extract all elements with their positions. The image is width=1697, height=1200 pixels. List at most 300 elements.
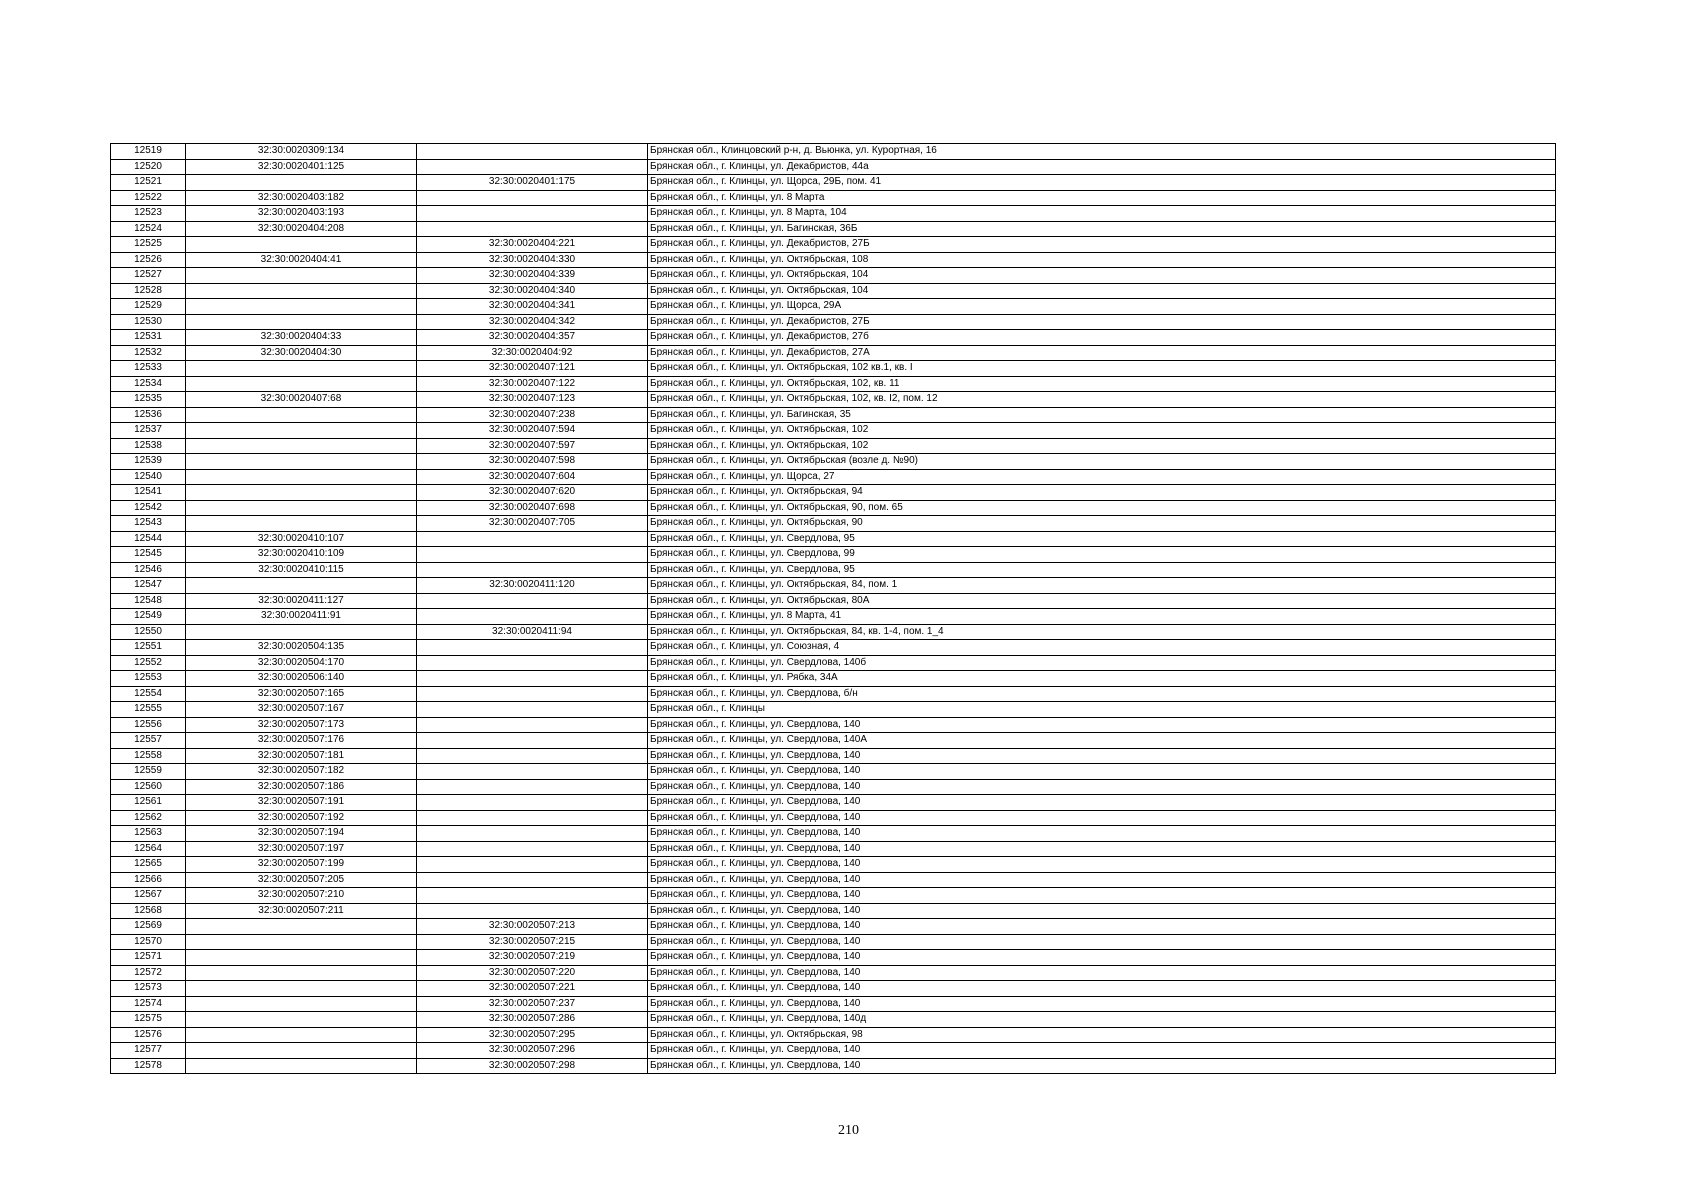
address-cell: Брянская обл., г. Клинцы, ул. Свердлова, 140 [648,950,1556,966]
building-cadastral-number-cell [417,857,648,873]
row-number-cell: 12532 [111,345,186,361]
cadastral-number-cell: 32:30:0020507:165 [186,686,417,702]
cadastral-number-cell: 32:30:0020403:193 [186,206,417,222]
table-row [111,516,1556,532]
building-cadastral-number-cell [417,810,648,826]
page-number: 210 [838,1123,859,1138]
cadastral-number-cell: 32:30:0020401:125 [186,159,417,175]
address-cell: Брянская обл., г. Клинцы, ул. Свердлова, 140 [648,779,1556,795]
building-cadastral-number-cell: 32:30:0020507:215 [417,934,648,950]
address-cell: Брянская обл., г. Клинцы, ул. Октябрьская, 90 [648,516,1556,532]
address-cell: Брянская обл., г. Клинцы, ул. Октябрьская, 94 [648,485,1556,501]
row-number-cell: 12535 [111,392,186,408]
cadastral-number-cell: 32:30:0020411:127 [186,593,417,609]
table-row [111,717,1556,733]
building-cadastral-number-cell: 32:30:0020411:120 [417,578,648,594]
address-cell: Брянская обл., г. Клинцы, ул. Свердлова, 140 [648,1058,1556,1074]
building-cadastral-number-cell: 32:30:0020404:221 [417,237,648,253]
cadastral-number-cell [186,965,417,981]
table-row [111,671,1556,687]
address-cell: Брянская обл., г. Клинцы, ул. Багинская, 36Б [648,221,1556,237]
row-number-cell: 12540 [111,469,186,485]
row-number-cell: 12536 [111,407,186,423]
building-cadastral-number-cell: 32:30:0020507:296 [417,1043,648,1059]
table-row [111,299,1556,315]
building-cadastral-number-cell [417,531,648,547]
row-number-cell: 12523 [111,206,186,222]
table-row [111,810,1556,826]
table-row [111,795,1556,811]
cadastral-number-cell: 32:30:0020309:134 [186,144,417,160]
table-row [111,1043,1556,1059]
cadastral-number-cell: 32:30:0020507:194 [186,826,417,842]
cadastral-number-cell: 32:30:0020507:210 [186,888,417,904]
cadastral-number-cell [186,485,417,501]
row-number-cell: 12562 [111,810,186,826]
address-cell: Брянская обл., г. Клинцы, ул. Свердлова, 140 [648,826,1556,842]
cadastral-number-cell [186,283,417,299]
table-row [111,159,1556,175]
row-number-cell: 12522 [111,190,186,206]
table-row [111,764,1556,780]
address-cell: Брянская обл., г. Клинцы, ул. Октябрьская, 90, пом. 65 [648,500,1556,516]
cadastral-number-cell: 32:30:0020507:211 [186,903,417,919]
row-number-cell: 12534 [111,376,186,392]
table-row [111,423,1556,439]
building-cadastral-number-cell: 32:30:0020407:122 [417,376,648,392]
address-cell: Брянская обл., г. Клинцы, ул. Щорса, 27 [648,469,1556,485]
cadastral-number-cell: 32:30:0020507:182 [186,764,417,780]
table-row [111,903,1556,919]
row-number-cell: 12573 [111,981,186,997]
cadastral-number-cell [186,950,417,966]
row-number-cell: 12563 [111,826,186,842]
building-cadastral-number-cell [417,779,648,795]
building-cadastral-number-cell [417,841,648,857]
table-row [111,981,1556,997]
row-number-cell: 12545 [111,547,186,563]
cadastral-number-cell [186,500,417,516]
building-cadastral-number-cell: 32:30:0020407:598 [417,454,648,470]
building-cadastral-number-cell: 32:30:0020507:298 [417,1058,648,1074]
address-cell: Брянская обл., г. Клинцы, ул. Свердлова, 140б [648,655,1556,671]
address-cell: Брянская обл., г. Клинцы, ул. Октябрьская (возле д. №90) [648,454,1556,470]
address-cell: Брянская обл., г. Клинцы [648,702,1556,718]
row-number-cell: 12574 [111,996,186,1012]
row-number-cell: 12547 [111,578,186,594]
address-cell: Брянская обл., г. Клинцы, ул. Свердлова, 140 [648,919,1556,935]
building-cadastral-number-cell [417,872,648,888]
cadastral-number-cell [186,268,417,284]
address-cell: Брянская обл., г. Клинцы, ул. Щорса, 29Б, пом. 41 [648,175,1556,191]
cadastral-number-cell [186,175,417,191]
row-number-cell: 12541 [111,485,186,501]
building-cadastral-number-cell [417,159,648,175]
address-cell: Брянская обл., г. Клинцы, ул. Свердлова, 140 [648,996,1556,1012]
table-row [111,872,1556,888]
building-cadastral-number-cell [417,903,648,919]
cadastral-number-cell: 32:30:0020407:68 [186,392,417,408]
row-number-cell: 12530 [111,314,186,330]
address-cell: Брянская обл., г. Клинцы, ул. Свердлова, 140 [648,934,1556,950]
row-number-cell: 12527 [111,268,186,284]
address-cell: Брянская обл., г. Клинцы, ул. Свердлова, 99 [648,547,1556,563]
table-row [111,268,1556,284]
building-cadastral-number-cell [417,655,648,671]
address-cell: Брянская обл., г. Клинцы, ул. Октябрьская, 84, кв. 1-4, пом. 1_4 [648,624,1556,640]
address-cell: Брянская обл., г. Клинцы, ул. Союзная, 4 [648,640,1556,656]
row-number-cell: 12528 [111,283,186,299]
cadastral-number-cell: 32:30:0020504:135 [186,640,417,656]
address-cell: Брянская обл., г. Клинцы, ул. Декабристов, 27Б [648,314,1556,330]
table-row [111,345,1556,361]
row-number-cell: 12546 [111,562,186,578]
cadastral-number-cell [186,516,417,532]
building-cadastral-number-cell [417,640,648,656]
address-cell: Брянская обл., г. Клинцы, ул. Декабристов, 44а [648,159,1556,175]
address-cell: Брянская обл., г. Клинцы, ул. Рябка, 34А [648,671,1556,687]
table-row [111,1012,1556,1028]
building-cadastral-number-cell [417,826,648,842]
address-cell: Брянская обл., г. Клинцы, ул. Свердлова, 140 [648,965,1556,981]
row-number-cell: 12559 [111,764,186,780]
cadastral-number-cell: 32:30:0020506:140 [186,671,417,687]
address-cell: Брянская обл., г. Клинцы, ул. Багинская, 35 [648,407,1556,423]
cadastral-number-cell: 32:30:0020403:182 [186,190,417,206]
table-row [111,407,1556,423]
row-number-cell: 12542 [111,500,186,516]
cadastral-number-cell: 32:30:0020404:33 [186,330,417,346]
table-row [111,748,1556,764]
cadastral-number-cell: 32:30:0020410:109 [186,547,417,563]
table-row [111,609,1556,625]
table-row [111,640,1556,656]
cadastral-number-cell [186,1012,417,1028]
address-cell: Брянская обл., г. Клинцы, ул. Свердлова, 140 [648,764,1556,780]
address-cell: Брянская обл., г. Клинцы, ул. Декабристов, 27Б [648,237,1556,253]
address-cell: Брянская обл., г. Клинцы, ул. Октябрьская, 104 [648,268,1556,284]
address-cell: Брянская обл., г. Клинцы, ул. Свердлова, 140 [648,795,1556,811]
building-cadastral-number-cell: 32:30:0020401:175 [417,175,648,191]
row-number-cell: 12548 [111,593,186,609]
row-number-cell: 12577 [111,1043,186,1059]
building-cadastral-number-cell: 32:30:0020507:286 [417,1012,648,1028]
address-cell: Брянская обл., г. Клинцы, ул. Свердлова, 140 [648,888,1556,904]
table-row [111,314,1556,330]
table-row [111,779,1556,795]
cadastral-number-cell [186,469,417,485]
cadastral-number-cell: 32:30:0020507:192 [186,810,417,826]
building-cadastral-number-cell: 32:30:0020507:237 [417,996,648,1012]
row-number-cell: 12531 [111,330,186,346]
table-row [111,485,1556,501]
table-row [111,469,1556,485]
table-row [111,888,1556,904]
address-cell: Брянская обл., г. Клинцы, ул. Свердлова, 140 [648,841,1556,857]
table-row [111,934,1556,950]
row-number-cell: 12557 [111,733,186,749]
cadastral-number-cell: 32:30:0020507:181 [186,748,417,764]
row-number-cell: 12539 [111,454,186,470]
building-cadastral-number-cell: 32:30:0020404:341 [417,299,648,315]
row-number-cell: 12551 [111,640,186,656]
building-cadastral-number-cell: 32:30:0020404:342 [417,314,648,330]
building-cadastral-number-cell [417,144,648,160]
cadastral-number-cell [186,1043,417,1059]
building-cadastral-number-cell: 32:30:0020404:330 [417,252,648,268]
row-number-cell: 12555 [111,702,186,718]
row-number-cell: 12571 [111,950,186,966]
address-cell: Брянская обл., г. Клинцы, ул. Декабристов, 27А [648,345,1556,361]
cadastral-number-cell: 32:30:0020507:176 [186,733,417,749]
cadastral-number-cell: 32:30:0020507:186 [186,779,417,795]
address-cell: Брянская обл., г. Клинцы, ул. Свердлова, 140 [648,872,1556,888]
building-cadastral-number-cell: 32:30:0020407:604 [417,469,648,485]
table-row [111,996,1556,1012]
building-cadastral-number-cell [417,748,648,764]
building-cadastral-number-cell: 32:30:0020407:597 [417,438,648,454]
cadastral-number-cell: 32:30:0020411:91 [186,609,417,625]
table-row [111,1058,1556,1074]
building-cadastral-number-cell [417,593,648,609]
row-number-cell: 12520 [111,159,186,175]
row-number-cell: 12570 [111,934,186,950]
table-row [111,237,1556,253]
building-cadastral-number-cell [417,717,648,733]
row-number-cell: 12578 [111,1058,186,1074]
table-row [111,500,1556,516]
row-number-cell: 12567 [111,888,186,904]
table-row [111,392,1556,408]
building-cadastral-number-cell [417,733,648,749]
address-cell: Брянская обл., г. Клинцы, ул. Свердлова, 140 [648,1043,1556,1059]
row-number-cell: 12524 [111,221,186,237]
row-number-cell: 12564 [111,841,186,857]
building-cadastral-number-cell: 32:30:0020404:340 [417,283,648,299]
cadastral-number-cell [186,454,417,470]
address-cell: Брянская обл., г. Клинцы, ул. Октябрьская, 102, кв. 11 [648,376,1556,392]
building-cadastral-number-cell [417,795,648,811]
row-number-cell: 12552 [111,655,186,671]
cadastral-number-cell [186,361,417,377]
row-number-cell: 12553 [111,671,186,687]
cadastral-number-cell [186,624,417,640]
building-cadastral-number-cell: 32:30:0020407:121 [417,361,648,377]
cadastral-number-cell [186,996,417,1012]
cadastral-table [110,143,1556,1074]
table-row [111,252,1556,268]
row-number-cell: 12560 [111,779,186,795]
table-row [111,547,1556,563]
table-row [111,190,1556,206]
table-row [111,857,1556,873]
table-row [111,593,1556,609]
cadastral-number-cell: 32:30:0020404:208 [186,221,417,237]
building-cadastral-number-cell: 32:30:0020507:219 [417,950,648,966]
address-cell: Брянская обл., г. Клинцы, ул. 8 Марта, 41 [648,609,1556,625]
cadastral-number-cell [186,314,417,330]
row-number-cell: 12569 [111,919,186,935]
cadastral-number-cell: 32:30:0020507:197 [186,841,417,857]
row-number-cell: 12519 [111,144,186,160]
address-cell: Брянская обл., Клинцовский р-н, д. Вьюнка, ул. Курортная, 16 [648,144,1556,160]
table-row [111,376,1556,392]
cadastral-number-cell: 32:30:0020410:107 [186,531,417,547]
cadastral-number-cell [186,299,417,315]
row-number-cell: 12565 [111,857,186,873]
cadastral-number-cell [186,376,417,392]
address-cell: Брянская обл., г. Клинцы, ул. Свердлова, 140 [648,903,1556,919]
table-row [111,175,1556,191]
address-cell: Брянская обл., г. Клинцы, ул. Свердлова, 140А [648,733,1556,749]
table-row [111,686,1556,702]
building-cadastral-number-cell: 32:30:0020404:357 [417,330,648,346]
table-row [111,919,1556,935]
table-row [111,655,1556,671]
building-cadastral-number-cell: 32:30:0020407:594 [417,423,648,439]
row-number-cell: 12533 [111,361,186,377]
row-number-cell: 12543 [111,516,186,532]
address-cell: Брянская обл., г. Клинцы, ул. Октябрьская, 102, кв. I2, пом. 12 [648,392,1556,408]
building-cadastral-number-cell: 32:30:0020407:698 [417,500,648,516]
address-cell: Брянская обл., г. Клинцы, ул. Свердлова, 95 [648,562,1556,578]
address-cell: Брянская обл., г. Клинцы, ул. Щорса, 29А [648,299,1556,315]
table-row [111,221,1556,237]
building-cadastral-number-cell [417,888,648,904]
address-cell: Брянская обл., г. Клинцы, ул. Свердлова, 140д [648,1012,1556,1028]
table-row [111,578,1556,594]
cadastral-number-cell [186,1027,417,1043]
address-cell: Брянская обл., г. Клинцы, ул. Свердлова, 95 [648,531,1556,547]
building-cadastral-number-cell [417,764,648,780]
cadastral-number-cell: 32:30:0020410:115 [186,562,417,578]
table-row [111,283,1556,299]
address-cell: Брянская обл., г. Клинцы, ул. Октябрьская, 104 [648,283,1556,299]
address-cell: Брянская обл., г. Клинцы, ул. Октябрьская, 102 [648,423,1556,439]
address-cell: Брянская обл., г. Клинцы, ул. Декабристов, 27б [648,330,1556,346]
table-row [111,454,1556,470]
building-cadastral-number-cell: 32:30:0020407:620 [417,485,648,501]
row-number-cell: 12550 [111,624,186,640]
cadastral-number-cell: 32:30:0020507:199 [186,857,417,873]
cadastral-number-cell: 32:30:0020404:41 [186,252,417,268]
table-row [111,624,1556,640]
cadastral-number-cell: 32:30:0020507:167 [186,702,417,718]
cadastral-number-cell: 32:30:0020507:205 [186,872,417,888]
cadastral-number-cell [186,438,417,454]
address-cell: Брянская обл., г. Клинцы, ул. Свердлова, 140 [648,857,1556,873]
row-number-cell: 12549 [111,609,186,625]
cadastral-number-cell [186,1058,417,1074]
row-number-cell: 12572 [111,965,186,981]
building-cadastral-number-cell: 32:30:0020404:92 [417,345,648,361]
address-cell: Брянская обл., г. Клинцы, ул. Свердлова, 140 [648,748,1556,764]
row-number-cell: 12544 [111,531,186,547]
address-cell: Брянская обл., г. Клинцы, ул. Октябрьская, 102 [648,438,1556,454]
address-cell: Брянская обл., г. Клинцы, ул. Октябрьская, 108 [648,252,1556,268]
cadastral-number-cell [186,237,417,253]
address-cell: Брянская обл., г. Клинцы, ул. 8 Марта, 104 [648,206,1556,222]
building-cadastral-number-cell: 32:30:0020507:295 [417,1027,648,1043]
building-cadastral-number-cell: 32:30:0020507:220 [417,965,648,981]
building-cadastral-number-cell [417,206,648,222]
table-body [111,144,1556,1074]
cadastral-number-cell [186,423,417,439]
cadastral-number-cell [186,919,417,935]
building-cadastral-number-cell: 32:30:0020404:339 [417,268,648,284]
table-row [111,361,1556,377]
row-number-cell: 12525 [111,237,186,253]
table-row [111,702,1556,718]
cadastral-number-cell [186,578,417,594]
cadastral-number-cell: 32:30:0020507:173 [186,717,417,733]
building-cadastral-number-cell [417,190,648,206]
table-row [111,841,1556,857]
table-row [111,144,1556,160]
table-row [111,733,1556,749]
building-cadastral-number-cell [417,221,648,237]
row-number-cell: 12537 [111,423,186,439]
address-cell: Брянская обл., г. Клинцы, ул. Свердлова, 140 [648,810,1556,826]
building-cadastral-number-cell [417,562,648,578]
cadastral-number-cell [186,407,417,423]
table-row [111,206,1556,222]
row-number-cell: 12554 [111,686,186,702]
building-cadastral-number-cell: 32:30:0020411:94 [417,624,648,640]
table-row [111,330,1556,346]
row-number-cell: 12556 [111,717,186,733]
building-cadastral-number-cell: 32:30:0020507:221 [417,981,648,997]
row-number-cell: 12576 [111,1027,186,1043]
row-number-cell: 12575 [111,1012,186,1028]
table-row [111,531,1556,547]
row-number-cell: 12558 [111,748,186,764]
address-cell: Брянская обл., г. Клинцы, ул. Свердлова, 140 [648,981,1556,997]
cadastral-number-cell: 32:30:0020507:191 [186,795,417,811]
cadastral-number-cell [186,934,417,950]
address-cell: Брянская обл., г. Клинцы, ул. Октябрьская, 102 кв.1, кв. I [648,361,1556,377]
row-number-cell: 12526 [111,252,186,268]
address-cell: Брянская обл., г. Клинцы, ул. Свердлова, 140 [648,717,1556,733]
row-number-cell: 12521 [111,175,186,191]
address-cell: Брянская обл., г. Клинцы, ул. Октябрьская, 98 [648,1027,1556,1043]
table-row [111,950,1556,966]
address-cell: Брянская обл., г. Клинцы, ул. Октябрьская, 80А [648,593,1556,609]
address-cell: Брянская обл., г. Клинцы, ул. Свердлова, б/н [648,686,1556,702]
row-number-cell: 12538 [111,438,186,454]
building-cadastral-number-cell: 32:30:0020407:238 [417,407,648,423]
address-cell: Брянская обл., г. Клинцы, ул. 8 Марта [648,190,1556,206]
row-number-cell: 12561 [111,795,186,811]
building-cadastral-number-cell: 32:30:0020507:213 [417,919,648,935]
building-cadastral-number-cell: 32:30:0020407:123 [417,392,648,408]
table-row [111,1027,1556,1043]
building-cadastral-number-cell [417,671,648,687]
row-number-cell: 12566 [111,872,186,888]
cadastral-number-cell [186,981,417,997]
building-cadastral-number-cell [417,702,648,718]
table-row [111,562,1556,578]
building-cadastral-number-cell [417,609,648,625]
table-row [111,438,1556,454]
building-cadastral-number-cell: 32:30:0020407:705 [417,516,648,532]
address-cell: Брянская обл., г. Клинцы, ул. Октябрьская, 84, пом. 1 [648,578,1556,594]
building-cadastral-number-cell [417,547,648,563]
cadastral-number-cell: 32:30:0020504:170 [186,655,417,671]
row-number-cell: 12568 [111,903,186,919]
cadastral-number-cell: 32:30:0020404:30 [186,345,417,361]
table-row [111,965,1556,981]
